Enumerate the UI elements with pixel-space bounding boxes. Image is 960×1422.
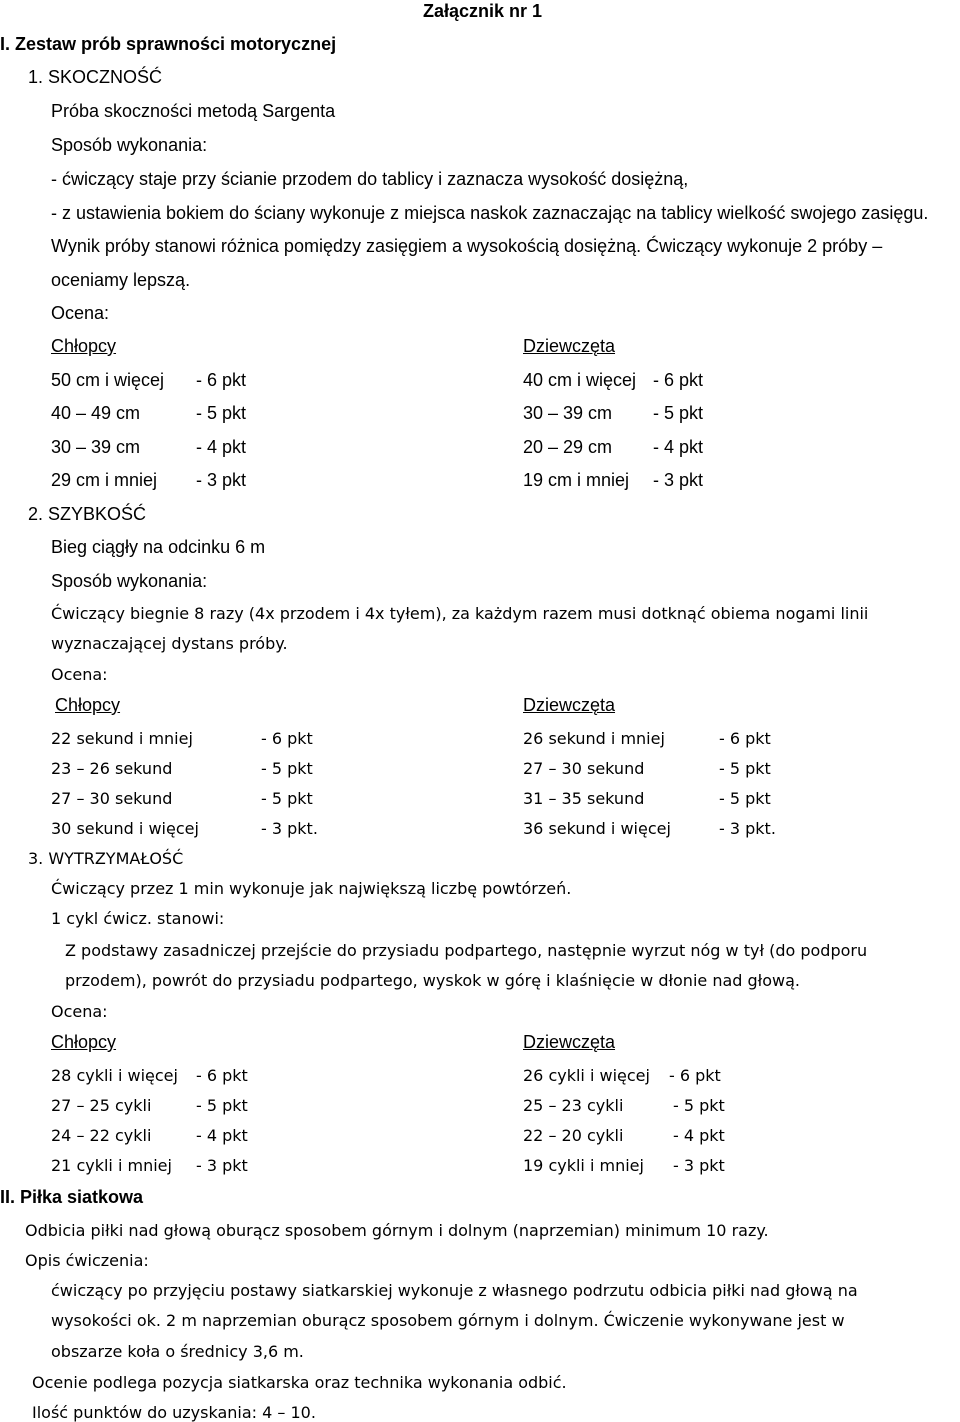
skocznosc-result-line-1: Wynik próby stanowi różnica pomiędzy zasięgiem a wysokością dosiężną. Ćwiczący wykonuje 2 próby – <box>51 236 883 256</box>
wytrzymalosc-grading-label: Ocena: <box>51 1002 108 1021</box>
wytrzymalosc-girls-points: - 5 pkt <box>673 1096 725 1115</box>
szybkosc-desc-line-1: Ćwiczący biegnie 8 razy (4x przodem i 4x tyłem), za każdym razem musi dotknąć obiema nogami linii <box>51 604 869 623</box>
szybkosc-grading-label: Ocena: <box>51 665 108 684</box>
szybkosc-desc-line-2: wyznaczającej dystans próby. <box>51 634 288 653</box>
skocznosc-girls-range: 20 – 29 cm <box>523 437 613 457</box>
szybkosc-method-label: Sposób wykonania: <box>51 571 208 591</box>
skocznosc-boys-points: - 6 pkt <box>196 370 247 390</box>
wytrzymalosc-boys-range: 28 cykli i więcej <box>51 1066 178 1085</box>
wytrzymalosc-desc: Ćwiczący przez 1 min wykonuje jak największą liczbę powtórzeń. <box>51 879 572 898</box>
szybkosc-test-name: Bieg ciągły na odcinku 6 m <box>51 537 266 557</box>
wytrzymalosc-girls-points: - 6 pkt <box>669 1066 721 1085</box>
szybkosc-girls-points: - 5 pkt <box>719 789 771 808</box>
skocznosc-girls-points: - 4 pkt <box>653 437 704 457</box>
skocznosc-boys-points: - 4 pkt <box>196 437 247 457</box>
siatkowa-intro: Odbicia piłki nad głową oburącz sposobem górnym i dolnym (naprzemian) minimum 10 razy. <box>25 1221 769 1240</box>
skocznosc-girls-points: - 6 pkt <box>653 370 704 390</box>
szybkosc-boys-points: - 3 pkt. <box>261 819 318 838</box>
skocznosc-girls-points: - 3 pkt <box>653 470 704 490</box>
szybkosc-boys-points: - 5 pkt <box>261 759 313 778</box>
siatkowa-points: Ilość punktów do uzyskania: 4 – 10. <box>32 1403 316 1422</box>
szybkosc-girls-range: 36 sekund i więcej <box>523 819 671 838</box>
skocznosc-boys-range: 30 – 39 cm <box>51 437 141 457</box>
wytrzymalosc-boys-range: 21 cykli i mniej <box>51 1156 172 1175</box>
wytrzymalosc-boys-points: - 3 pkt <box>196 1156 248 1175</box>
wytrzymalosc-cycle-label: 1 cykl ćwicz. stanowi: <box>51 909 225 928</box>
wytrzymalosc-boys-points: - 5 pkt <box>196 1096 248 1115</box>
skocznosc-boys-label: Chłopcy <box>51 336 117 356</box>
szybkosc-girls-label: Dziewczęta <box>523 695 616 715</box>
skocznosc-boys-points: - 3 pkt <box>196 470 247 490</box>
szybkosc-girls-points: - 3 pkt. <box>719 819 776 838</box>
skocznosc-step-1: - ćwiczący staje przy ścianie przodem do tablicy i zaznacza wysokość dosiężną, <box>51 169 689 189</box>
szybkosc-girls-range: 31 – 35 sekund <box>523 789 645 808</box>
wytrzymalosc-boys-label: Chłopcy <box>51 1032 117 1052</box>
wytrzymalosc-girls-range: 26 cykli i więcej <box>523 1066 650 1085</box>
section-1-heading: I. Zestaw prób sprawności motorycznej <box>0 34 337 54</box>
wytrzymalosc-boys-range: 27 – 25 cykli <box>51 1096 152 1115</box>
siatkowa-desc-line-2: wysokości ok. 2 m naprzemian oburącz sposobem górnym i dolnym. Ćwiczenie wykonywane jest w <box>51 1311 845 1330</box>
wytrzymalosc-cycle-line-2: przodem), powrót do przysiadu podpartego, wyskok w górę i klaśnięcie w dłonie nad głową. <box>65 971 800 990</box>
wytrzymalosc-title: 3. WYTRZYMAŁOŚĆ <box>28 849 184 868</box>
szybkosc-boys-range: 23 – 26 sekund <box>51 759 173 778</box>
szybkosc-boys-range: 22 sekund i mniej <box>51 729 193 748</box>
skocznosc-test-name: Próba skoczności metodą Sargenta <box>51 101 336 121</box>
siatkowa-assessment: Ocenie podlega pozycja siatkarska oraz technika wykonania odbić. <box>32 1373 567 1392</box>
wytrzymalosc-boys-range: 24 – 22 cykli <box>51 1126 152 1145</box>
skocznosc-step-2: - z ustawienia bokiem do ściany wykonuje z miejsca naskok zaznaczając na tablicy wielkość swojego zasięgu. <box>51 203 929 223</box>
szybkosc-girls-range: 26 sekund i mniej <box>523 729 665 748</box>
siatkowa-desc-line-3: obszarze koła o średnicy 3,6 m. <box>51 1342 304 1361</box>
skocznosc-boys-points: - 5 pkt <box>196 403 247 423</box>
wytrzymalosc-boys-points: - 6 pkt <box>196 1066 248 1085</box>
szybkosc-boys-points: - 6 pkt <box>261 729 313 748</box>
wytrzymalosc-girls-label: Dziewczęta <box>523 1032 616 1052</box>
szybkosc-girls-points: - 6 pkt <box>719 729 771 748</box>
skocznosc-title: 1. SKOCZNOŚĆ <box>28 67 163 87</box>
wytrzymalosc-girls-range: 19 cykli i mniej <box>523 1156 644 1175</box>
skocznosc-boys-range: 40 – 49 cm <box>51 403 141 423</box>
attachment-label: Załącznik nr 1 <box>423 1 543 21</box>
skocznosc-result-line-2: oceniamy lepszą. <box>51 270 191 290</box>
szybkosc-boys-range: 30 sekund i więcej <box>51 819 199 838</box>
siatkowa-desc-label: Opis ćwiczenia: <box>25 1251 149 1270</box>
siatkowa-desc-line-1: ćwiczący po przyjęciu postawy siatkarskiej wykonuje z własnego podrzutu odbicia piłki nad głową na <box>51 1281 858 1300</box>
skocznosc-girls-points: - 5 pkt <box>653 403 704 423</box>
wytrzymalosc-girls-range: 22 – 20 cykli <box>523 1126 624 1145</box>
section-2-heading: II. Piłka siatkowa <box>0 1187 144 1207</box>
szybkosc-boys-points: - 5 pkt <box>261 789 313 808</box>
wytrzymalosc-boys-points: - 4 pkt <box>196 1126 248 1145</box>
skocznosc-boys-range: 29 cm i mniej <box>51 470 158 490</box>
skocznosc-grading-label: Ocena: <box>51 303 110 323</box>
skocznosc-girls-label: Dziewczęta <box>523 336 616 356</box>
skocznosc-girls-range: 19 cm i mniej <box>523 470 630 490</box>
skocznosc-boys-range: 50 cm i więcej <box>51 370 165 390</box>
szybkosc-girls-range: 27 – 30 sekund <box>523 759 645 778</box>
szybkosc-girls-points: - 5 pkt <box>719 759 771 778</box>
skocznosc-method-label: Sposób wykonania: <box>51 135 208 155</box>
szybkosc-boys-range: 27 – 30 sekund <box>51 789 173 808</box>
wytrzymalosc-cycle-line-1: Z podstawy zasadniczej przejście do przysiadu podpartego, następnie wyrzut nóg w tył (do podporu <box>65 941 868 960</box>
szybkosc-boys-label: Chłopcy <box>55 695 121 715</box>
skocznosc-girls-range: 30 – 39 cm <box>523 403 613 423</box>
wytrzymalosc-girls-points: - 3 pkt <box>673 1156 725 1175</box>
wytrzymalosc-girls-points: - 4 pkt <box>673 1126 725 1145</box>
skocznosc-girls-range: 40 cm i więcej <box>523 370 637 390</box>
wytrzymalosc-girls-range: 25 – 23 cykli <box>523 1096 624 1115</box>
szybkosc-title: 2. SZYBKOŚĆ <box>28 504 147 524</box>
